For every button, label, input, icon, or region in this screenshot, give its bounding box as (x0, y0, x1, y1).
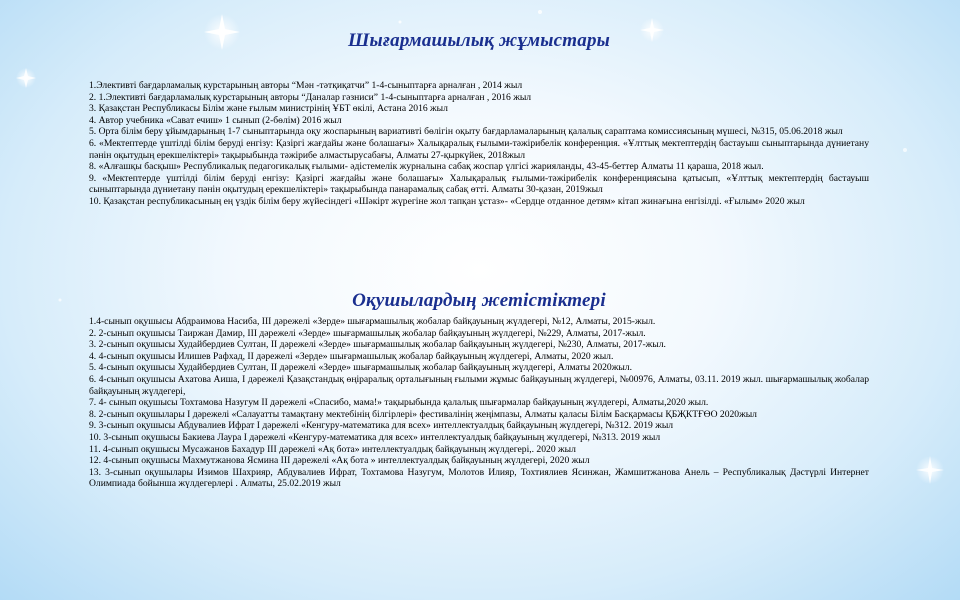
list-item: 2. 1.Элективті бағдарламалық курстарының авторы “Даналар гәзниси” 1-4-сыныптарға арналған , 2016 жыл (89, 91, 532, 103)
list-item: 4. 4-сынып оқушысы Илишев Рафхад, ІІ дәрежелі «Зерде» шығармашылық жобалар байқауының жүлдегері, Алматы, 2020 жыл. (89, 350, 614, 362)
achievements-list (89, 316, 869, 490)
list-item: 10. 3-сынып оқушысы Бакиева Лаура І дәрежелі «Кенгуру-математика для всех» интеллектуалдық байқауының жүлдегері, №313. 2019 жыл (89, 431, 661, 443)
list-item: 10. Қазақстан республикасының ең үздік білім беру жүйесіндегі «Шәкірт жүрегіне жол тапқан ұстаз»- «Сердце отданное детям» кітап жинағына енгізілді. «Ғылым» 2020 жыл (89, 195, 805, 207)
list-item: 2. 2-сынып оқушысы Таиржан Дамир, ІІІ дәрежелі «Зерде» шығармашылық жобалар байқауының жүлдегері, №229, Алматы, 2017-жыл. (89, 327, 646, 339)
list-item: 3. 2-сынып оқушысы Худайбердиев Султан, ІІ дәрежелі «Зерде» шығармашылық жобалар байқауының жүлдегері, №230, Алматы, 2017-жыл. (89, 339, 666, 351)
sparkle-icon (16, 68, 36, 88)
list-item: 13. 3-сынып оқушылары Изимов Шахрияр, Абдувалиев Ифрат, Тохтамова Назугум, Молотов Илияр, Тохтиялиев Ясинжан, Жамшитжанова Анель – Республикалық Дәстүрлі Интернет Олимпиада бойынша жүлдегерлері . Алматы, 25.02.2019 жыл (89, 466, 869, 490)
list-item: 9. 3-сынып оқушысы Абдувалиев Ифрат І дәрежелі «Кенгуру-математика для всех» интеллектуалдық байқауының жүлдегері, №312. 2019 жыл (89, 420, 674, 432)
list-item: 5. 4-сынып оқушысы Худайбердиев Султан, ІІ дәрежелі «Зерде» шығармашылық жобалар байқауының жүлдегері, Алматы 2020жыл. (89, 362, 632, 374)
sparkle-icon (916, 456, 944, 484)
works-title: Шығармашылық жұмыстары (347, 30, 611, 51)
list-item: 6. «Мектептерде үштілді білім беруді енгізу: Қазіргі жағдайы және болашағы» Халықаралық ғылыми-тәжірибелік конференция. «Ұлттық мектептердің бастауыш сыныптарында дүниетану пәнін оқытудың ерекшеліктері» тақырыбында тәжірибе алмастырусабағы, Алматы 27-қыркүйек, 2018жыл (89, 137, 869, 161)
list-item: 5. Орта білім беру ұйымдарының 1-7 сыныптарында оқу жоспарының вариативті бөлігін оқыту бағдарламаларының қалалық сараптама комиссиясының мүшесі, №315, 05.06.2018 жыл (89, 126, 843, 138)
list-item: 1.Элективті бағдарламалық курстарының авторы “Мән -тәтқиқатчи” 1-4-сыныптарға арналған , 2014 жыл (89, 80, 523, 91)
list-item: 8. «Алғашқы басқыш» Республикалық педагогикалық ғылыми- әдістемелік журналына сабақ жоспар үлгісі жарияланды, 43-45-беттер Алматы 11 қараша, 2018 жыл. (89, 161, 764, 173)
list-item: 4. Автор учебника «Сават ечиш» 1 сынып (2-бөлім) 2016 жыл (89, 114, 342, 126)
list-item: 8. 2-сынып оқушылары І дәрежелі «Салауатты тамақтану мектебінің білгірлері» фестивалінің жеңімпазы, Алматы қаласы Білім Басқармасы ҚБҖКТҒӨО 2020жыл (89, 408, 757, 420)
list-item: 1.4-сынып оқушысы Абдраимова Насиба, ІІІ дәрежелі «Зерде» шығармашылық жобалар байқауының жүлдегері, №12, Алматы, 2015-жыл. (89, 316, 656, 327)
list-item: 7. 4- сынып оқушысы Тохтамова Назугум ІІ дәрежелі «Спасибо, мама!» тақырыбында қалалық шығармалар байқауының жүлдегері, Алматы,2020 жыл. (89, 397, 709, 409)
works-list (89, 80, 869, 208)
list-item: 12. 4-сынып оқушысы Махмутжанова Ясмина ІІІ дәрежелі «Ақ бота » интеллектуалдық байқауының жүлдегері, 2020 жыл (89, 455, 590, 467)
list-item: 9. «Мектептерде үштілді білім беруді енгізу: Қазіргі жағдайы және болашағы» Халықаралық ғылыми-тәжірибелік конференциясына қатысып, «Ұлттық мектептердің бастауыш сыныптарында дүниетану пәнін оқытудың ерекшеліктері» тақырыбында панарамалық сабақ өтті. Алматы 30-қазан, 2019жыл (89, 172, 869, 196)
list-item: 3. Қазақстан Республикасы Білім және ғылым министрінің ҰБТ өкілі, Астана 2016 жыл (89, 103, 448, 115)
achievements-title: Оқушылардың жетістіктері (352, 290, 606, 311)
list-item: 6. 4-сынып оқушысы Ахатова Аиша, І дәрежелі Қазақстандық өңірaралық орталығының ғылыми жұмыс байқауының жүлдегері, №00976, Алматы, 03.11. 2019 жыл. шығармашылық жобалар байқауының жүлдегері, (89, 373, 869, 397)
list-item: 11. 4-сынып оқушысы Мусажанов Бахадур ІІІ дәрежелі «Ақ бота» интеллектуалдық байқауының жүлдегері,. 2020 жыл (89, 443, 576, 455)
